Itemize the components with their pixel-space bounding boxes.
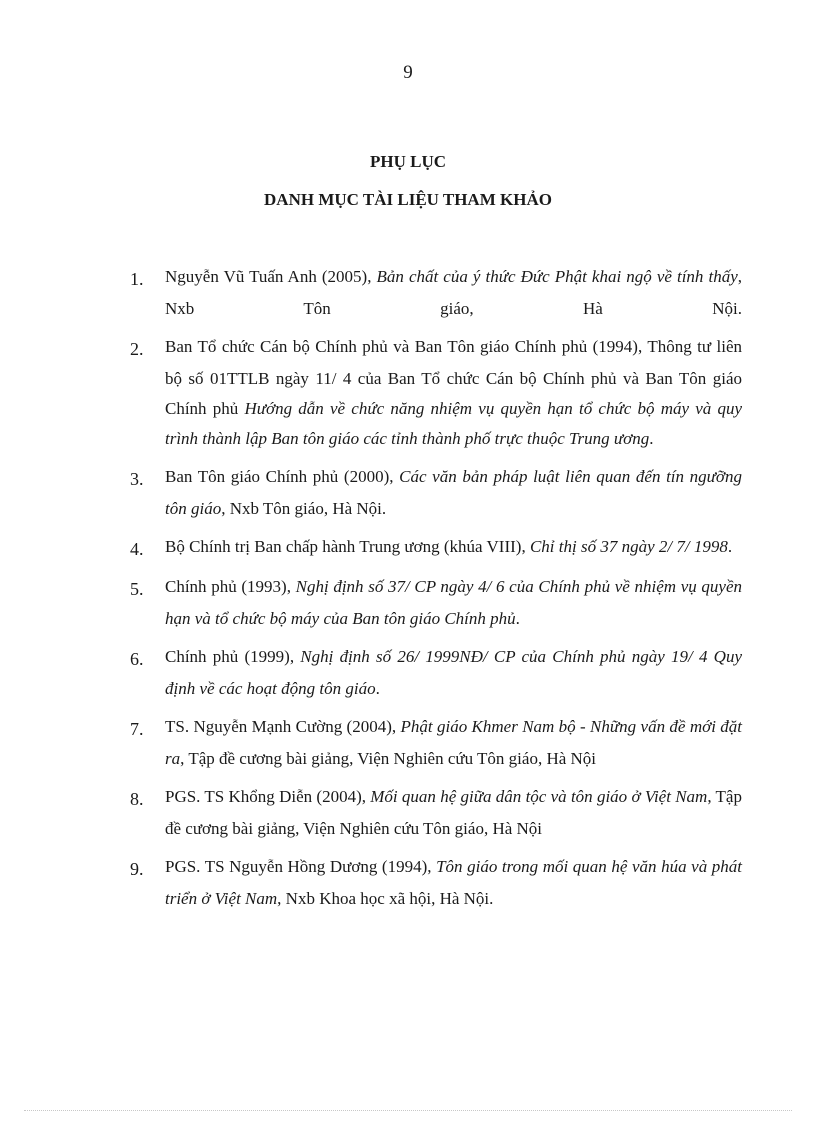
reference-title: Chỉ thị số 37 ngày 2/ 7/ 1998 xyxy=(529,537,728,556)
reference-publisher: , Nxb Tôn giáo, Hà Nội. xyxy=(221,499,387,518)
reference-title: Tôn giáo trong mối quan hệ văn húa và phát triển ở Việt Nam xyxy=(165,857,742,908)
reference-author: Nguyễn Vũ Tuấn Anh (2005), xyxy=(165,267,377,286)
reference-item-4 xyxy=(130,532,742,564)
page-number: 9 xyxy=(403,62,413,83)
references-heading: DANH MỤC TÀI LIỆU THAM KHẢO xyxy=(264,190,552,209)
reference-publisher: , Nxb Tôn giáo, Hà Nội. xyxy=(165,267,742,318)
reference-number: 5. xyxy=(130,579,144,599)
reference-author: TS. Nguyễn Mạnh Cường (2004), xyxy=(165,717,401,736)
reference-item-5 xyxy=(130,572,742,634)
reference-title: Mối quan hệ giữa dân tộc và tôn giáo ở Việt Nam xyxy=(370,787,708,806)
reference-item-9 xyxy=(130,852,742,914)
reference-number: 7. xyxy=(130,719,144,739)
reference-author: Ban Tổ chức Cán bộ Chính phủ và Ban Tôn giáo Chính phủ (1994), Thông tư liên bộ số 01TTLB ngày 11/ 4 của Ban Tổ chức Cán bộ Chính phủ và Ban Tôn giáo Chính phủ xyxy=(165,337,742,418)
reference-item-2 xyxy=(130,332,742,454)
reference-number: 3. xyxy=(130,469,144,489)
reference-author: PGS. TS Khổng Diễn (2004), xyxy=(165,787,371,806)
reference-publisher: , Tập đề cương bài giảng, Viện Nghiên cứu Tôn giáo, Hà Nội xyxy=(180,749,597,768)
reference-title: Bản chất của ý thức Đức Phật khai ngộ về tính thấy xyxy=(376,267,738,286)
reference-title: Nghị định số 26/ 1999NĐ/ CP của Chính phủ ngày 19/ 4 Quy định về các hoạt động tôn giáo xyxy=(165,647,742,698)
reference-item-8 xyxy=(130,782,742,844)
page-bottom-divider xyxy=(24,1110,792,1111)
reference-item-6 xyxy=(130,642,742,704)
reference-title: Hướng dẫn về chức năng nhiệm vụ quyền hạn tổ chức bộ máy và quy trình thành lập Ban tôn giáo các tỉnh thành phố trực thuộc Trung ương xyxy=(165,399,742,448)
reference-publisher: , Tập đề cương bài giảng, Viện Nghiên cứu Tôn giáo, Hà Nội xyxy=(165,787,742,838)
reference-title: Các văn bản pháp luật liên quan đến tín ngưỡng tôn giáo xyxy=(165,467,742,518)
reference-number: 9. xyxy=(130,859,144,879)
reference-title: Phật giáo Khmer Nam bộ - Những vấn đề mới đặt ra xyxy=(165,717,742,768)
reference-author: Chính phủ (1993), xyxy=(165,577,296,596)
appendix-heading: PHỤ LỤC xyxy=(369,152,447,171)
reference-item-3 xyxy=(130,462,742,524)
reference-number: 2. xyxy=(130,339,144,359)
reference-list xyxy=(130,262,742,922)
reference-author: Ban Tôn giáo Chính phủ (2000), xyxy=(165,467,400,486)
reference-publisher: . xyxy=(375,679,380,698)
reference-number: 1. xyxy=(130,269,144,289)
reference-publisher: . xyxy=(727,537,733,556)
reference-author: PGS. TS Nguyễn Hồng Dương (1994), xyxy=(165,857,437,876)
reference-item-7 xyxy=(130,712,742,774)
reference-publisher: , Nxb Khoa học xã hội, Hà Nội. xyxy=(277,889,494,908)
reference-number: 6. xyxy=(130,649,144,669)
reference-item-1 xyxy=(130,262,742,324)
reference-publisher: . xyxy=(515,609,520,628)
reference-author: Chính phủ (1999), xyxy=(165,647,301,666)
reference-author: Bộ Chính trị Ban chấp hành Trung ương (khúa VIII), xyxy=(165,537,530,556)
reference-number: 8. xyxy=(130,789,144,809)
reference-title: Nghị định số 37/ CP ngày 4/ 6 của Chính phủ về nhiệm vụ quyền hạn và tổ chức bộ máy của Ban tôn giáo Chính phủ xyxy=(165,577,742,628)
reference-number: 4. xyxy=(130,539,144,559)
reference-publisher: . xyxy=(649,429,654,448)
